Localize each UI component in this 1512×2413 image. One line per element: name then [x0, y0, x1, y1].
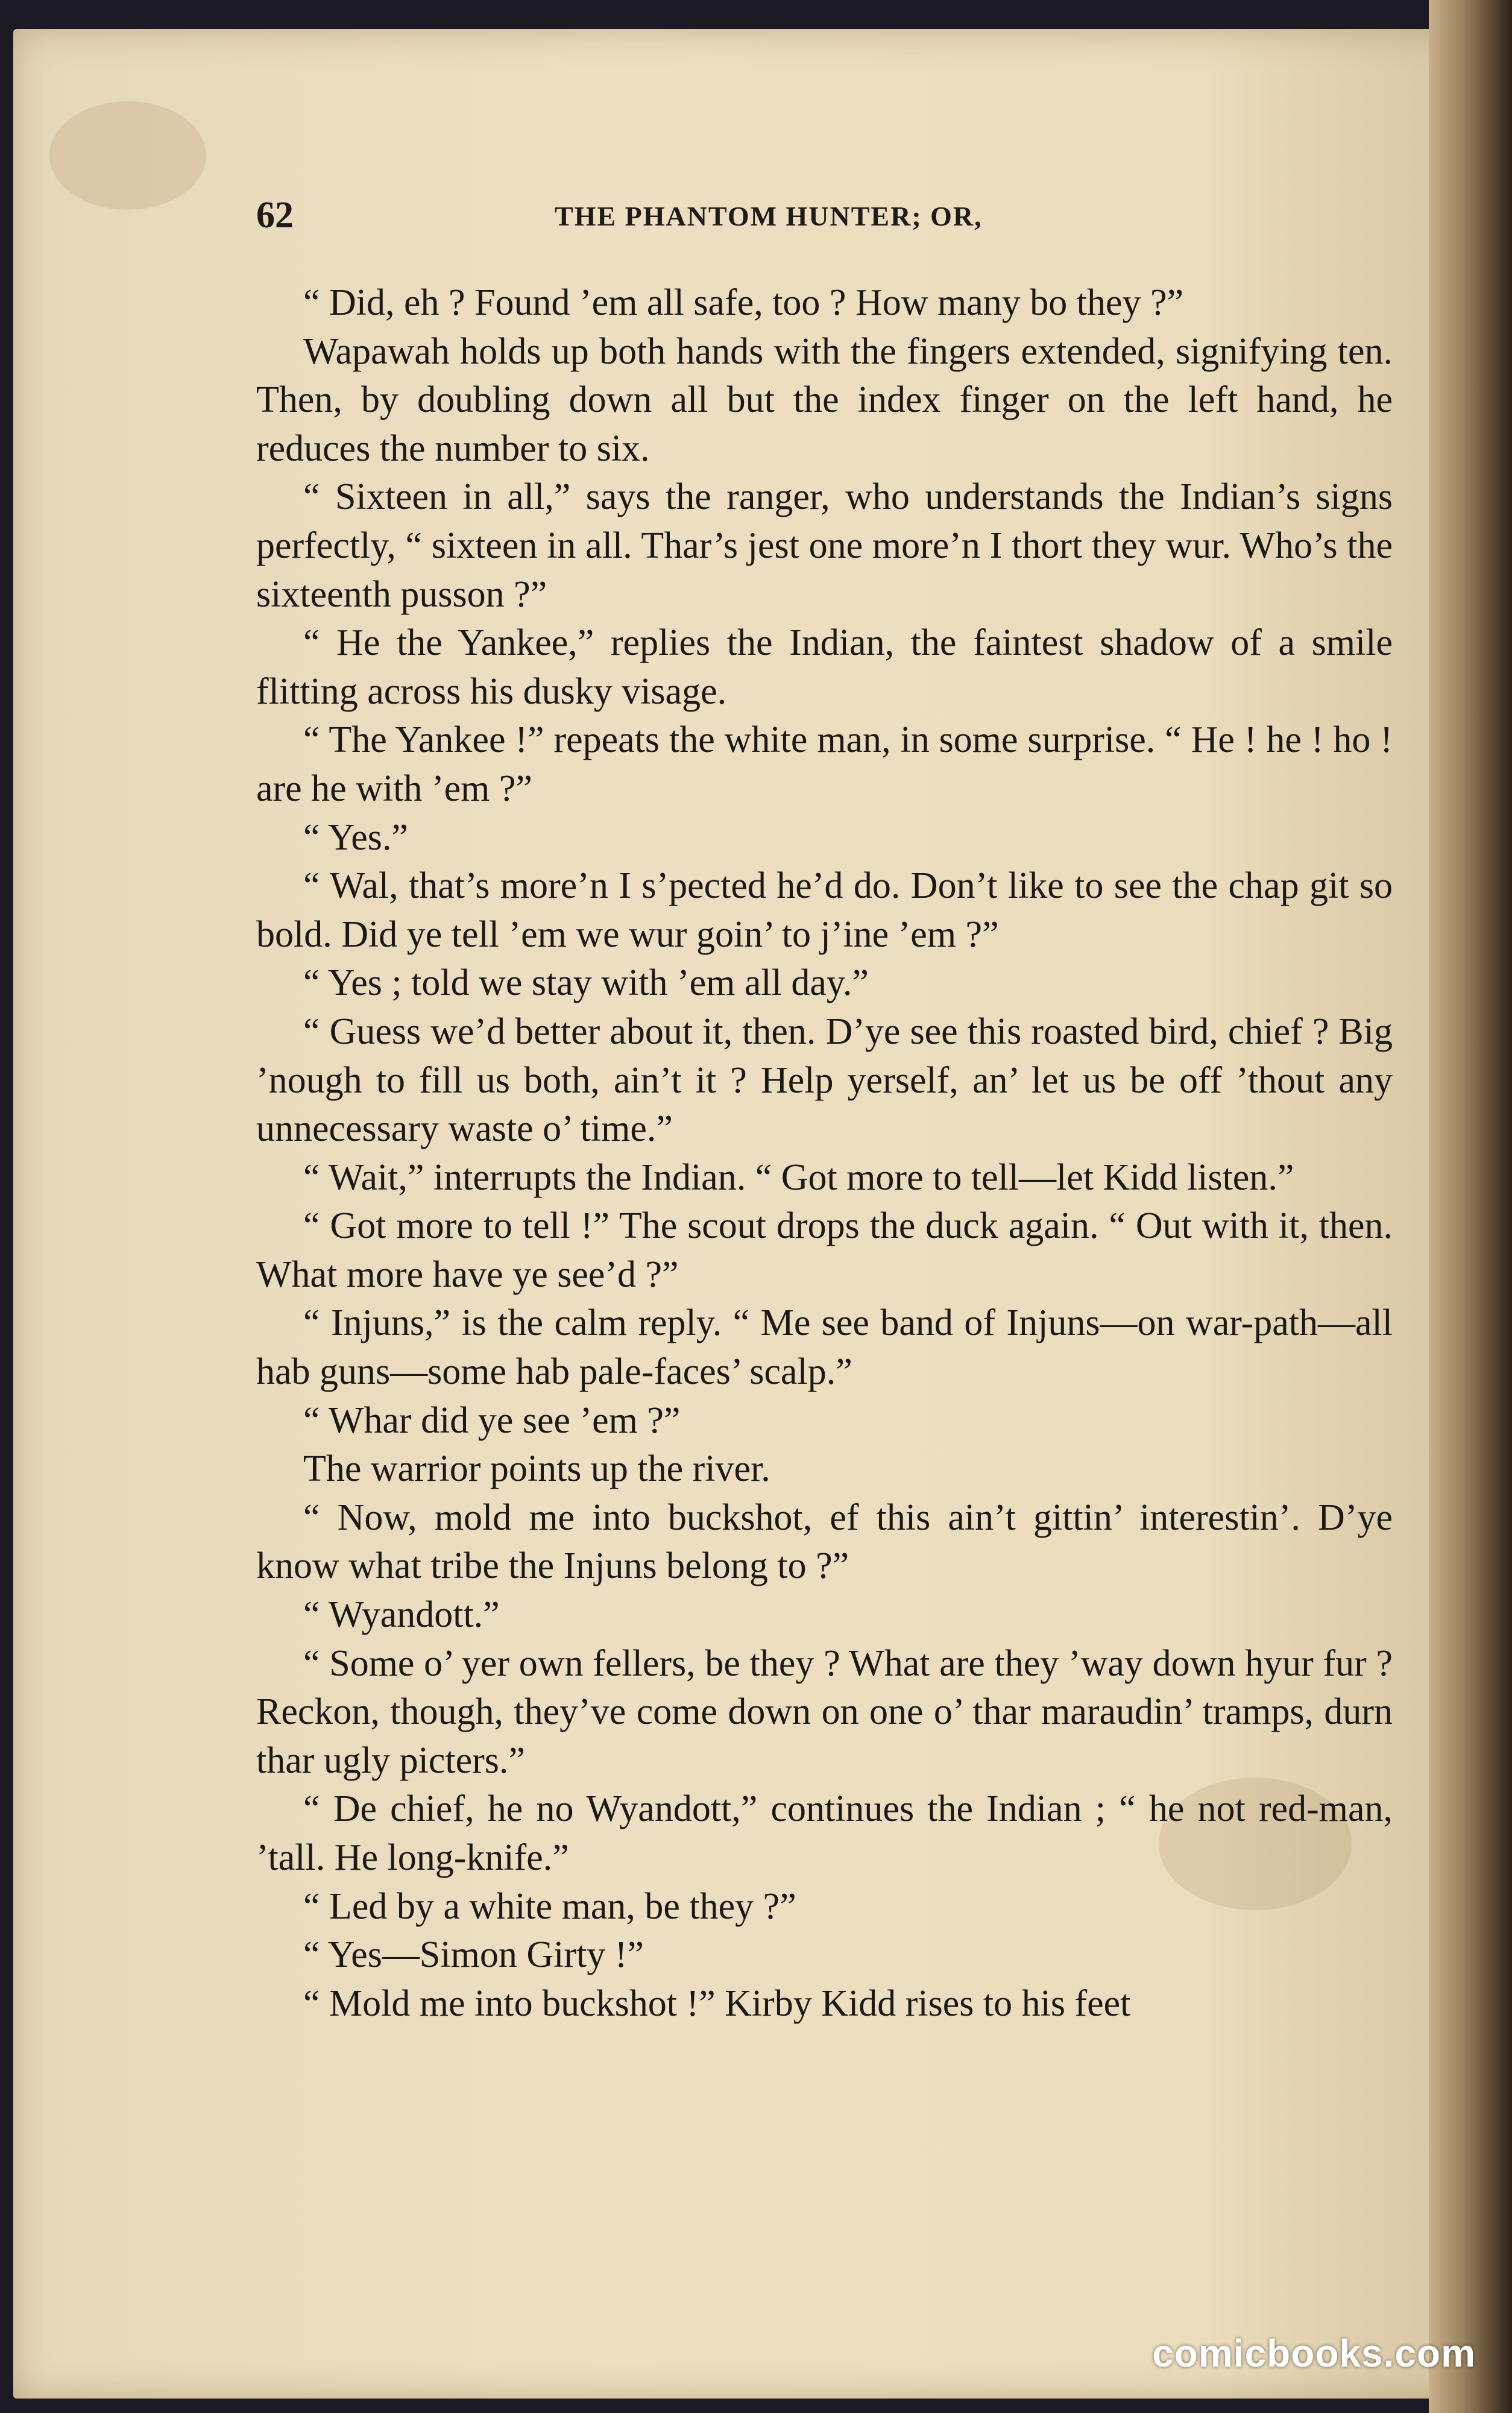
paragraph: “ Led by a white man, be they ?”	[303, 1885, 796, 1927]
page-body-text	[256, 279, 1393, 2028]
paragraph: “ Did, eh ? Found ’em all safe, too ? How many bo they ?”	[303, 282, 1184, 323]
paragraph: “ He the Yankee,” replies the Indian, the faintest shadow of a smile flitting across his dusky visage.	[256, 622, 1393, 712]
paragraph: “ Wal, that’s more’n I s’pected he’d do. Don’t like to see the chap git so bold. Did ye tell ’em we wur goin’ to j’ine ’em ?”	[256, 865, 1393, 955]
paragraph: “ Guess we’d better about it, then. D’ye see this roasted bird, chief ? Big ’nough to fill us both, ain’t it ? Help yerself, an’ let us be off ’thout any unnecessary waste o’ time.”	[256, 1011, 1393, 1150]
paragraph: “ Got more to tell !” The scout drops the duck again. “ Out with it, then. What more have ye see’d ?”	[256, 1205, 1393, 1295]
paragraph: Wapawah holds up both hands with the fingers extended, signifying ten. Then, by doubling down all but the index finger on the left hand, he reduces the number to six.	[256, 330, 1393, 469]
paper-stain	[49, 101, 206, 210]
paragraph: “ Wyandott.”	[303, 1594, 500, 1636]
paragraph: “ Mold me into buckshot !” Kirby Kidd rises to his feet	[303, 1982, 1131, 2024]
running-head: THE PHANTOM HUNTER; OR,	[555, 201, 983, 232]
paragraph: “ De chief, he no Wyandott,” continues the Indian ; “ he not red-man, ’tall. He long-knife.”	[256, 1788, 1393, 1878]
paragraph: “ Sixteen in all,” says the ranger, who understands the Indian’s signs perfectly, “ sixteen in all. Thar’s jest one more’n I thort they wur. Who’s the sixteenth pusson ?”	[256, 476, 1393, 615]
watermark-text: comicbooks.com	[1152, 2332, 1476, 2375]
page-header	[256, 194, 1402, 242]
paragraph: “ Now, mold me into buckshot, ef this ain’t gittin’ interestin’. D’ye know what tribe the Injuns belong to ?”	[256, 1497, 1393, 1587]
paragraph: “ Yes.”	[303, 816, 408, 858]
paragraph: “ Yes—Simon Girty !”	[303, 1934, 644, 1976]
paragraph: “ Injuns,” is the calm reply. “ Me see band of Injuns—on war-path—all hab guns—some hab pale-faces’ scalp.”	[256, 1302, 1393, 1393]
paragraph: “ The Yankee !” repeats the white man, in some surprise. “ He ! he ! ho ! are he with ’em ?”	[256, 719, 1393, 809]
paragraph: “ Yes ; told we stay with ’em all day.”	[303, 962, 869, 1004]
page-number: 62	[256, 195, 294, 236]
paragraph: The warrior points up the river.	[303, 1448, 770, 1490]
book-spine	[1429, 0, 1512, 2413]
paragraph: “ Some o’ yer own fellers, be they ? What are they ’way down hyur fur ? Reckon, though, they’ve come down on one o’ thar maraudin’ tramps, durn thar ugly picters.”	[256, 1642, 1393, 1781]
paragraph: “ Whar did ye see ’em ?”	[303, 1399, 681, 1441]
paragraph: “ Wait,” interrupts the Indian. “ Got more to tell—let Kidd listen.”	[303, 1156, 1294, 1198]
